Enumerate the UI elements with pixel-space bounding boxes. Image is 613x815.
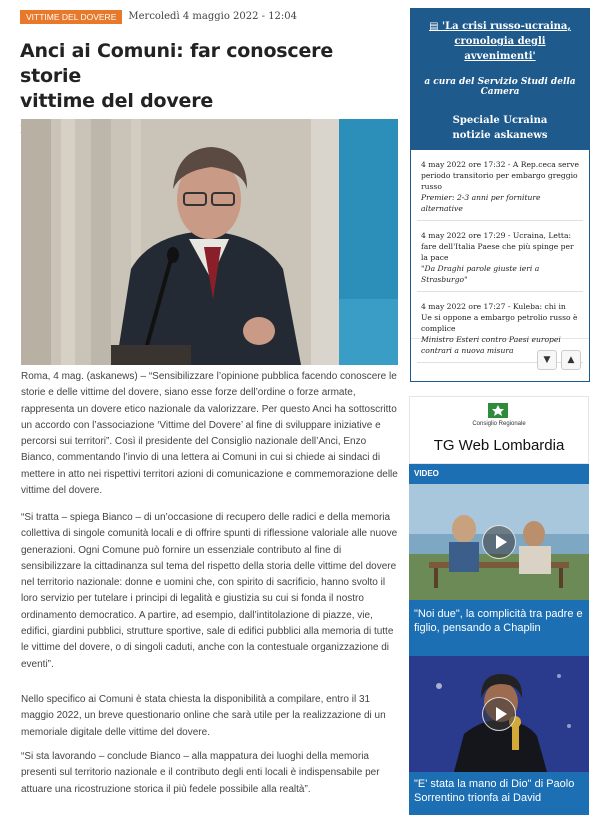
ukraine-news-list: [411, 150, 589, 355]
tg-consiglio-label: Consiglio Regionale: [472, 421, 526, 427]
chevron-down-icon: ▼: [543, 355, 551, 365]
news-summary: Premier: 2-3 anni per forniture alternative: [421, 193, 541, 213]
video-thumbnail[interactable]: [409, 656, 589, 772]
chronology-link-text: 'La crisi russo-ucraina, cronologia degli avvenimenti': [442, 21, 571, 62]
article-photo: [21, 119, 398, 365]
headline-line-2: vittime del dovere: [20, 90, 214, 112]
headline-line-1: Anci ai Comuni: far conoscere storie: [20, 40, 334, 87]
speciale-line-1: Speciale Ucraina: [452, 115, 548, 126]
ukraine-header: [411, 9, 589, 150]
speciale-ucraina-title: [419, 113, 581, 143]
news-summary: "Da Draghi parole giuste ieri a Strasburgo": [421, 264, 540, 284]
speciale-line-2: notizie askanews: [452, 130, 548, 141]
ukraine-chronology-link[interactable]: [419, 19, 581, 64]
article-paragraph: Nello specifico ai Comuni è stata chiesta la disponibilità a compilare, entro il 31 maggio 2022, un breve questionario online che sarà utile per la realizzazione di un memoriale digitale delle vittime del dovere.: [21, 694, 386, 738]
news-time: 4 may 2022 ore 17:29: [421, 231, 506, 240]
news-time: 4 may 2022 ore 17:32: [421, 160, 506, 169]
news-title: Kuleba: chi in Ue si oppone a embargo petrolio russo è complice: [421, 302, 578, 333]
video-thumbnail[interactable]: [409, 484, 589, 600]
document-icon: ▤: [429, 21, 443, 32]
news-time: 4 may 2022 ore 17:27: [421, 302, 506, 311]
category-badge[interactable]: VITTIME DEL DOVERE: [20, 10, 122, 24]
news-title: Ucraina, Letta: fare dell'Italia Paese che più spinge per la pace: [421, 231, 574, 262]
video-section-label: VIDEO: [414, 469, 439, 478]
news-item[interactable]: 4 may 2022 ore 17:29 - Ucraina, Letta: fare dell'Italia Paese che più spinge per la pace "Da Draghi parole giuste ieri a Strasburgo": [417, 221, 583, 292]
news-title: A Rep.ceca serve periodo transitorio per embargo greggio russo: [421, 160, 579, 191]
article-date: Mercoledì 4 maggio 2022 - 12:04: [128, 11, 298, 22]
play-icon[interactable]: [482, 697, 516, 731]
article-headline: [20, 39, 398, 114]
video-caption[interactable]: "Noi due", la complicità tra padre e figlio, pensando a Chaplin: [414, 608, 583, 634]
article-meta: [20, 8, 398, 25]
news-item[interactable]: 4 may 2022 ore 17:27 - Kuleba: chi in Ue si oppone a embargo petrolio russo è complice Ministro Esteri contro Paesi europei contrari a nuova misura: [417, 292, 583, 363]
article-header: [20, 8, 398, 136]
article-paragraph: “Si sta lavorando – conclude Bianco – alla mappatura dei luoghi della memoria presenti sul territorio nazionale e il contributo degli enti locali è indispensabile per attuare una ricostruzione storica il più fedele possibile alla realtà”.: [21, 751, 380, 795]
tg-web-title: TG Web Lombardia: [433, 437, 565, 454]
regione-lombardia-logo-icon: [488, 403, 508, 418]
video-widget: [409, 464, 589, 815]
ukraine-cura: a cura del Servizio Studi della Camera: [424, 77, 576, 97]
scroll-down-button[interactable]: [537, 350, 557, 370]
ukraine-widget: [410, 8, 590, 382]
scroll-up-button[interactable]: [561, 350, 581, 370]
chevron-up-icon: ▲: [567, 355, 575, 365]
tg-web-lombardia-banner[interactable]: [409, 396, 589, 464]
article-paragraph: Roma, 4 mag. (askanews) – “Sensibilizzare l’opinione pubblica facendo conoscere le storie e delle vittime del dovere, siano esse forze dell’ordine o forze armate, rappresenta un dovere etico nazionale da valorizzare. Per questo Anci ha sottoscritto un accordo con l’associazione ‘Vittime del Dovere’ al fine di sviluppare iniziative e percorsi sui territori”. Così il presidente del Consiglio nazionale dell’Anci, Enzo Bianco, commentando l’invio di una lettera ai Comuni in cui si chiede ai sindaci di mettere in atto nei rispettivi territori azioni di comunicazione e commemorazione delle vittime del dovere.: [21, 371, 398, 497]
news-item[interactable]: 4 may 2022 ore 17:32 - A Rep.ceca serve periodo transitorio per embargo greggio russo Premier: 2-3 anni per forniture alternative: [417, 150, 583, 221]
news-summary: Ministro Esteri contro Paesi europei contrari a nuova misura: [421, 335, 561, 355]
play-icon[interactable]: [482, 525, 516, 559]
article-paragraph: “Si tratta – spiega Bianco – di un’occasione di recupero delle radici e della memoria collettiva di singole comunità locali e di offrire spunti di riflessione valoriale alle nuove generazioni. Ogni Comune può fornire un essenziale contributo al fine di sensibilizzare la cittadinanza sul tema del rispetto della storia delle vittime del dovere nel territorio nazionale: donne e uomini che, con spirito di sacrificio, hanno svolto il loro servizio per tutelare i principi di legalità e giustizia su cui si fonda il nostro ordinamento democratico. A partire, ad esempio, dall’intitolazione di piazze, vie, edifici, giardini pubblici, strutture sportive, sale di edifici pubblici alla memoria di tutte le vittime del dovere, o di singoli caduti, anche con la contestuale organizzazione di eventi”.: [21, 512, 398, 670]
video-caption[interactable]: "E' stata la mano di Dio" di Paolo Sorrentino trionfa ai David: [414, 778, 575, 804]
